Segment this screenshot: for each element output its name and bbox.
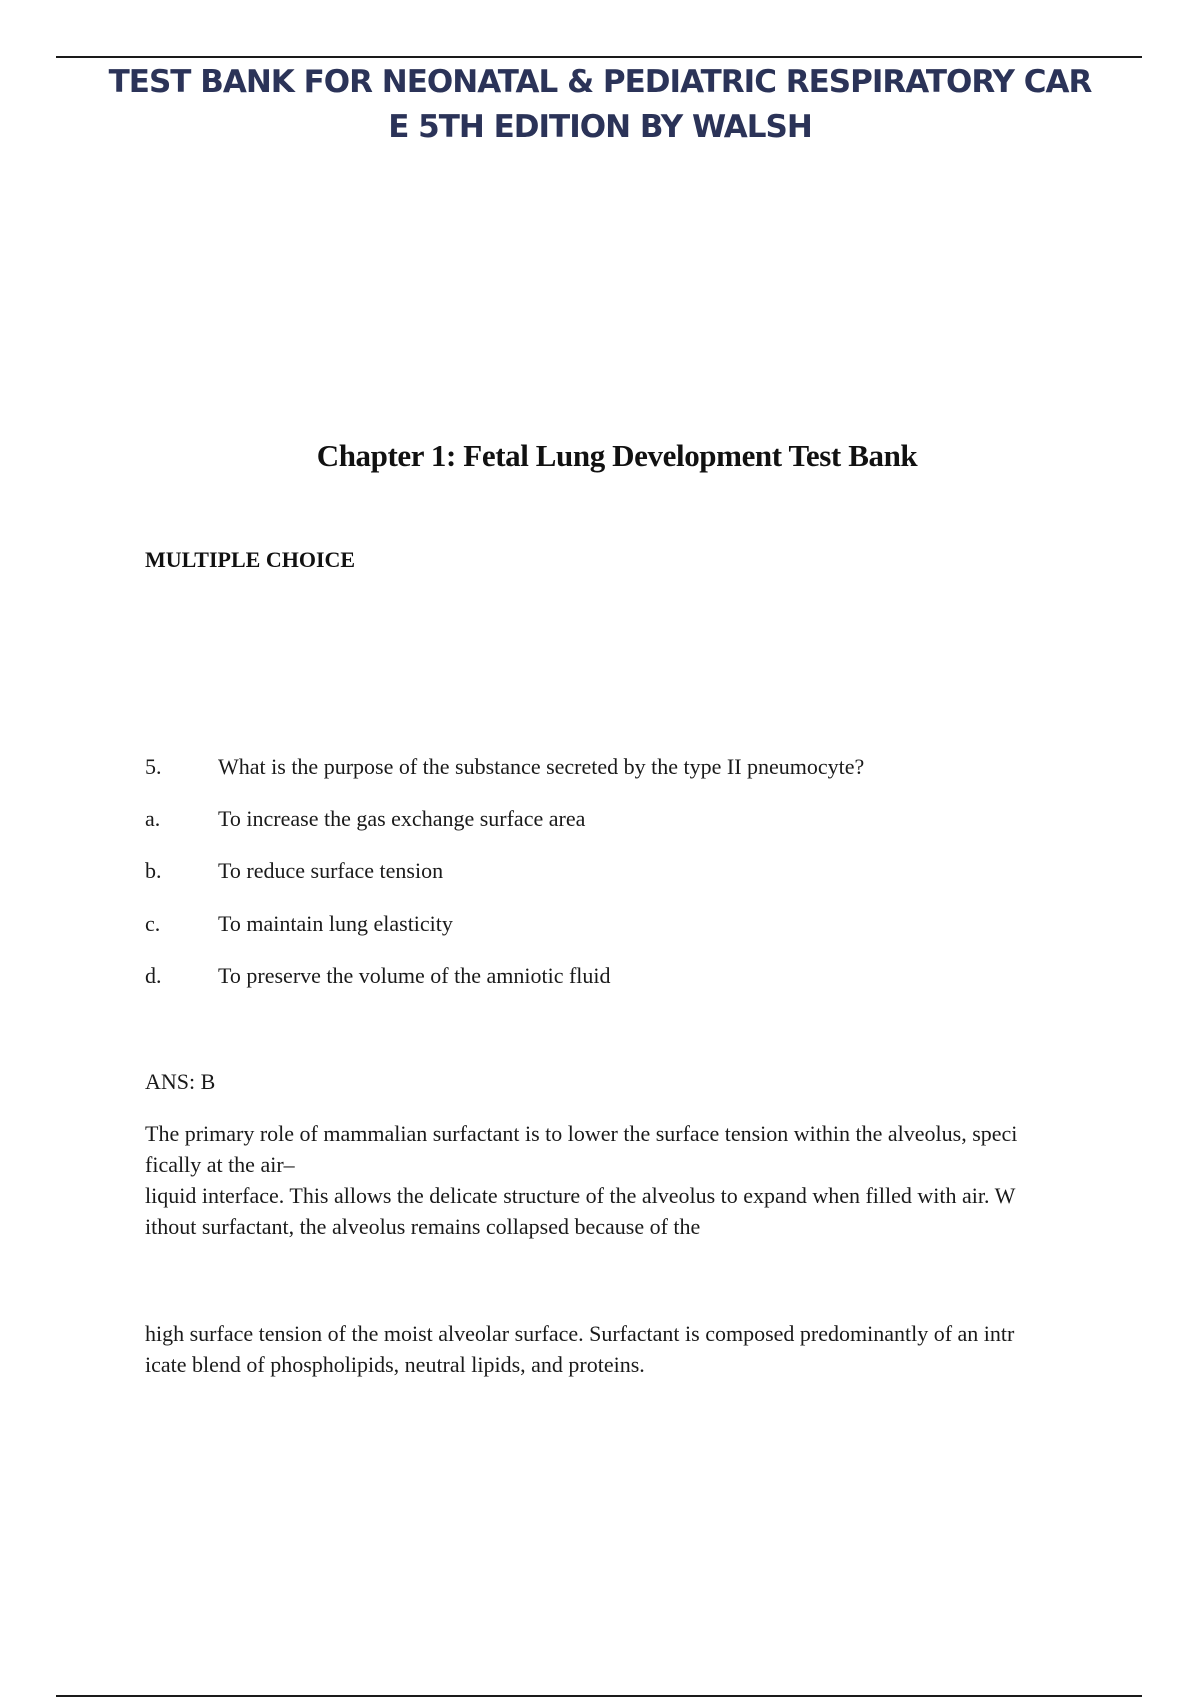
header-title-line-2: E 5TH EDITION BY WALSH bbox=[388, 109, 812, 145]
bottom-divider bbox=[56, 1695, 1142, 1697]
option-c-text: To maintain lung elasticity bbox=[218, 911, 453, 936]
option-c-letter: c. bbox=[145, 911, 161, 936]
rationale-line: ithout surfactant, the alveolus remains collapsed because of the bbox=[145, 1214, 701, 1239]
header-title-line-1: TEST BANK FOR NEONATAL & PEDIATRIC RESPIRATORY CAR bbox=[108, 64, 1092, 100]
section-heading: MULTIPLE CHOICE bbox=[145, 547, 356, 572]
option-d-text: To preserve the volume of the amniotic fluid bbox=[218, 963, 611, 988]
option-a-text: To increase the gas exchange surface area bbox=[218, 806, 586, 831]
rationale-line: high surface tension of the moist alveolar surface. Surfactant is composed predominantly of an intr bbox=[145, 1321, 1015, 1346]
document-header bbox=[100, 60, 1100, 150]
question-stem: What is the purpose of the substance secreted by the type II pneumocyte? bbox=[218, 754, 865, 779]
option-b-letter: b. bbox=[145, 858, 162, 883]
chapter-title: Chapter 1: Fetal Lung Development Test Bank bbox=[316, 438, 918, 473]
rationale-line: fically at the air– bbox=[145, 1152, 295, 1177]
rationale-line: The primary role of mammalian surfactant is to lower the surface tension within the alveolus, speci bbox=[145, 1121, 1018, 1146]
option-b-text: To reduce surface tension bbox=[218, 858, 444, 883]
option-a-letter: a. bbox=[145, 806, 161, 831]
option-d-letter: d. bbox=[145, 963, 162, 988]
rationale-line: icate blend of phospholipids, neutral lipids, and proteins. bbox=[145, 1352, 645, 1377]
rationale-paragraph-2 bbox=[145, 1318, 1095, 1380]
answer-key: ANS: B bbox=[145, 1069, 216, 1094]
rationale-paragraph-1 bbox=[145, 1118, 1095, 1242]
question-number: 5. bbox=[145, 754, 162, 779]
top-divider bbox=[56, 56, 1142, 58]
rationale-line: liquid interface. This allows the delicate structure of the alveolus to expand when filled with air. W bbox=[145, 1183, 1016, 1208]
